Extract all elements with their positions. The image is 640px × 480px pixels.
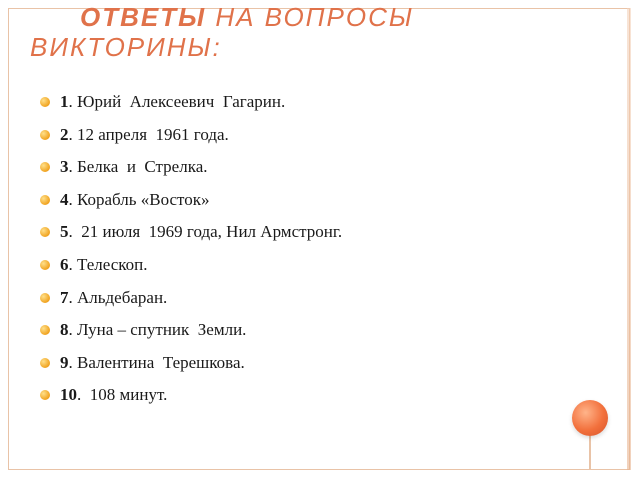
answer-text: . Юрий Алексеевич Гагарин. <box>68 92 286 111</box>
bullet-icon <box>40 325 50 335</box>
answer-number: 9 <box>60 352 69 372</box>
answer-text: . Луна – спутник Земли. <box>68 320 247 340</box>
answer-number: 2 <box>60 124 69 144</box>
orb-connector-line <box>589 436 591 470</box>
title-bold-word: ОТВЕТЫ <box>80 2 207 32</box>
answer-item <box>40 157 580 177</box>
answer-number: 7 <box>60 287 69 307</box>
answer-item <box>40 353 580 373</box>
answers-list <box>40 92 580 418</box>
answer-text: . Белка и Стрелка. <box>68 157 208 177</box>
answer-number: 3 <box>60 157 69 177</box>
answer-item <box>40 320 580 340</box>
answer-text: . 21 июля 1969 года, Нил Армстронг. <box>68 222 343 242</box>
answer-item <box>40 190 580 210</box>
bullet-icon <box>40 390 50 400</box>
title-line-2: ВИКТОРИНЫ: <box>30 32 222 62</box>
bullet-icon <box>40 293 50 303</box>
answer-number: 10 <box>60 385 77 405</box>
answer-number: 1 <box>60 92 69 111</box>
frame-right-edge <box>627 8 631 470</box>
bullet-icon <box>40 227 50 237</box>
answer-item <box>40 222 580 242</box>
bullet-icon <box>40 260 50 270</box>
answer-item <box>40 92 580 112</box>
answer-number: 6 <box>60 254 69 274</box>
title-rest-line-1: НА ВОПРОСЫ <box>215 2 414 32</box>
answer-item <box>40 385 580 405</box>
bullet-icon <box>40 97 50 107</box>
answer-item <box>40 125 580 145</box>
answer-text: . 108 минут. <box>77 385 168 405</box>
bullet-icon <box>40 130 50 140</box>
answer-item <box>40 288 580 308</box>
title-line-1 <box>30 2 590 32</box>
answer-text: . Альдебаран. <box>68 287 168 307</box>
answer-number: 8 <box>60 320 69 340</box>
bullet-icon <box>40 195 50 205</box>
answer-number: 4 <box>60 189 69 209</box>
answer-text: . Валентина Терешкова. <box>68 352 245 372</box>
answer-text: . Телескоп. <box>68 254 148 274</box>
slide-title <box>30 2 590 62</box>
bullet-icon <box>40 358 50 368</box>
answer-text: . Корабль «Восток» <box>68 189 210 209</box>
answer-text: . 12 апреля 1961 года. <box>68 124 229 144</box>
bullet-icon <box>40 162 50 172</box>
answer-item <box>40 255 580 275</box>
decorative-orb-icon <box>572 400 608 436</box>
answer-number: 5 <box>60 222 69 242</box>
